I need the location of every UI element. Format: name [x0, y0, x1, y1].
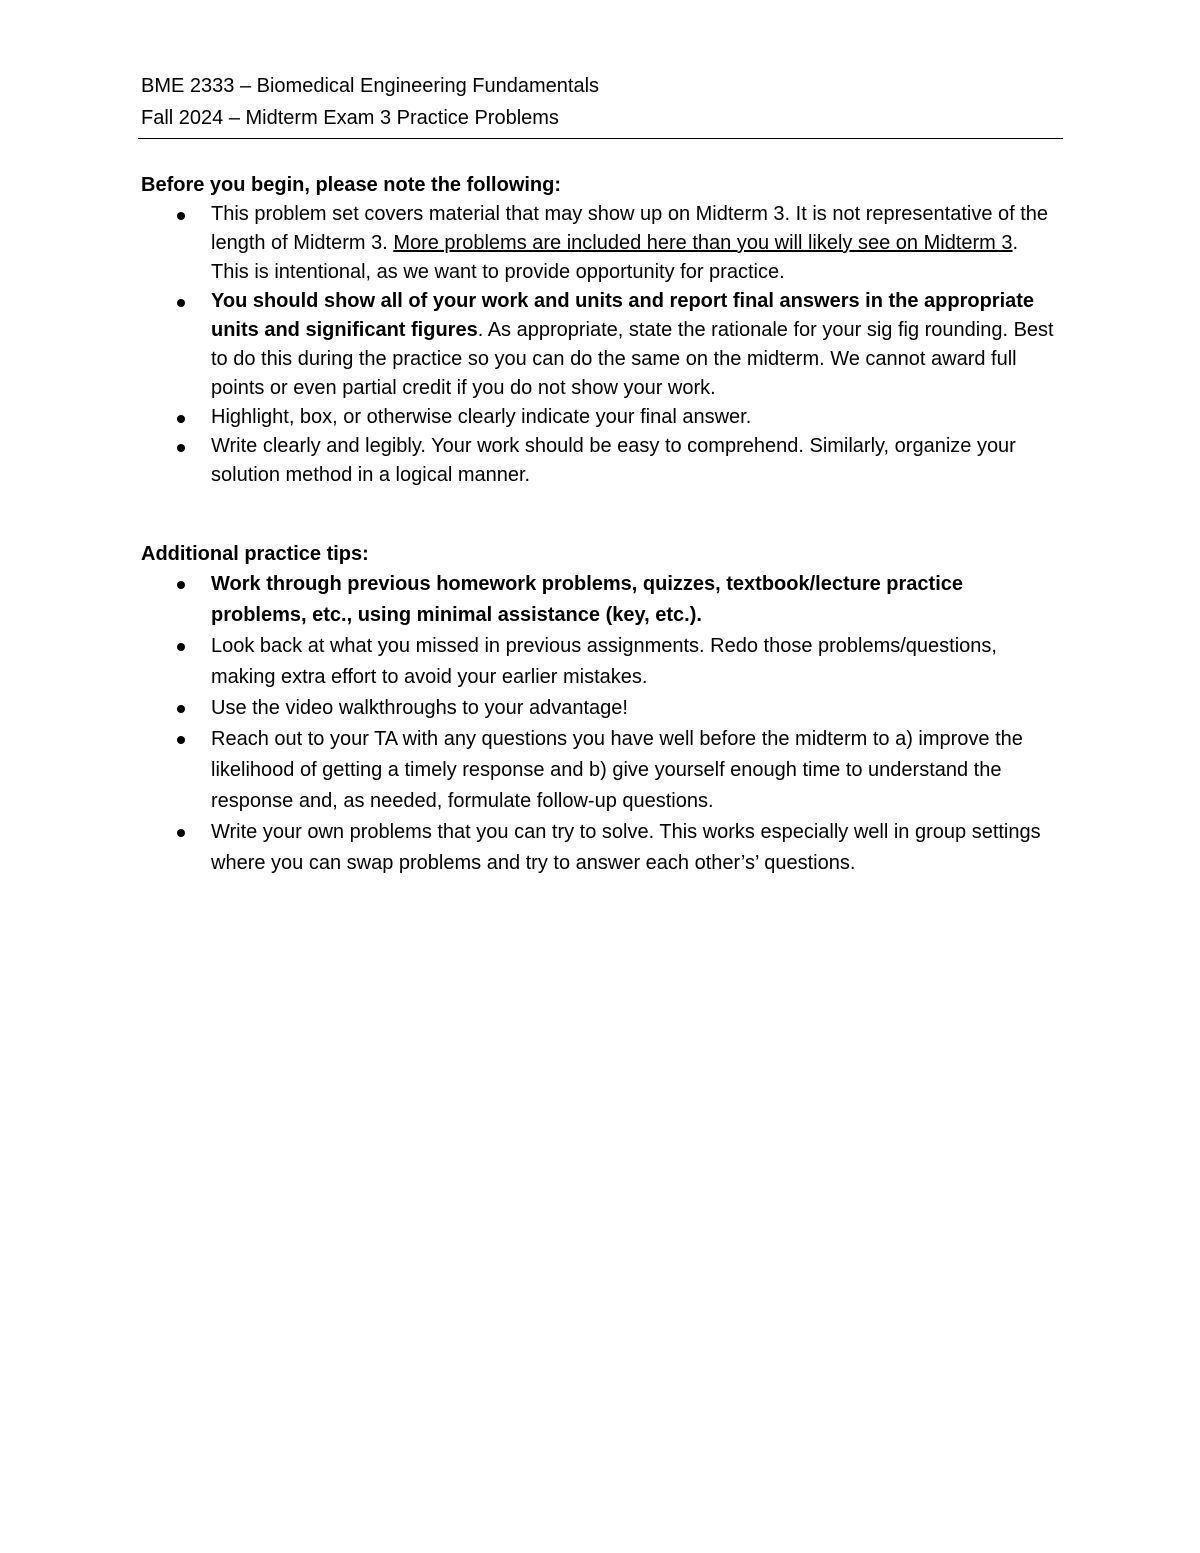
before-item-4-text: Write clearly and legibly. Your work should be easy to comprehend. Similarly, organize your solution method in a logical manner.	[211, 435, 1016, 486]
tips-item-3	[141, 693, 1061, 724]
before-heading: Before you begin, please note the following:	[141, 174, 562, 196]
tips-heading: Additional practice tips:	[141, 543, 369, 565]
tips-item-5	[141, 817, 1061, 879]
bullet-icon	[177, 581, 185, 589]
tips-item-1	[141, 569, 1061, 631]
bullet-icon	[177, 829, 185, 837]
bullet-icon	[177, 705, 185, 713]
tips-item-4-text: Reach out to your TA with any questions you have well before the midterm to a) improve the likelihood of getting a timely response and b) give yourself enough time to understand the response and, as needed, formulate follow-up questions.	[211, 728, 1023, 812]
before-item-2-text: . As appropriate, state the rationale for your sig fig rounding. Best to do this during the practice so you can do the same on the midterm. We cannot award full points or even partial credit if you do not show your work.	[211, 319, 1054, 399]
before-item-3-text: Highlight, box, or otherwise clearly indicate your final answer.	[211, 406, 752, 428]
tips-list	[141, 569, 1061, 879]
bullet-icon	[177, 444, 185, 452]
exam-title: Fall 2024 – Midterm Exam 3 Practice Problems	[141, 107, 559, 129]
document-body	[141, 170, 1061, 879]
before-list	[141, 200, 1061, 490]
bullet-icon	[177, 299, 185, 307]
header-divider	[138, 138, 1063, 139]
document-header	[141, 70, 1063, 134]
before-item-1	[141, 200, 1061, 287]
bullet-icon	[177, 212, 185, 220]
before-item-4	[141, 432, 1061, 490]
before-item-1-text-b: . This is intentional, as we want to provide opportunity for practice.	[211, 232, 1019, 283]
before-item-1-text-a: This problem set covers material that may show up on Midterm 3. It is not representative of the length of Midterm 3.	[211, 203, 1049, 254]
before-item-1-underlined: More problems are included here than you will likely see on Midterm 3	[393, 232, 1013, 254]
tips-item-1-text: Work through previous homework problems, quizzes, textbook/lecture practice problems, etc., using minimal assistance (key, etc.).	[211, 573, 964, 626]
bullet-icon	[177, 415, 185, 423]
tips-item-3-text: Use the video walkthroughs to your advantage!	[211, 697, 628, 719]
tips-item-5-text: Write your own problems that you can try to solve. This works especially well in group settings where you can swap problems and try to answer each other’s’ questions.	[211, 821, 1041, 874]
before-item-2-bold: You should show all of your work and units and report final answers in the appropriate units and significant figures	[211, 290, 1035, 341]
bullet-icon	[177, 643, 185, 651]
bullet-icon	[177, 736, 185, 744]
tips-item-2	[141, 631, 1061, 693]
tips-item-2-text: Look back at what you missed in previous assignments. Redo those problems/questions, making extra effort to avoid your earlier mistakes.	[211, 635, 997, 688]
before-item-2	[141, 287, 1061, 403]
before-item-3	[141, 403, 1061, 432]
course-title: BME 2333 – Biomedical Engineering Fundamentals	[141, 75, 600, 97]
tips-item-4	[141, 724, 1061, 817]
